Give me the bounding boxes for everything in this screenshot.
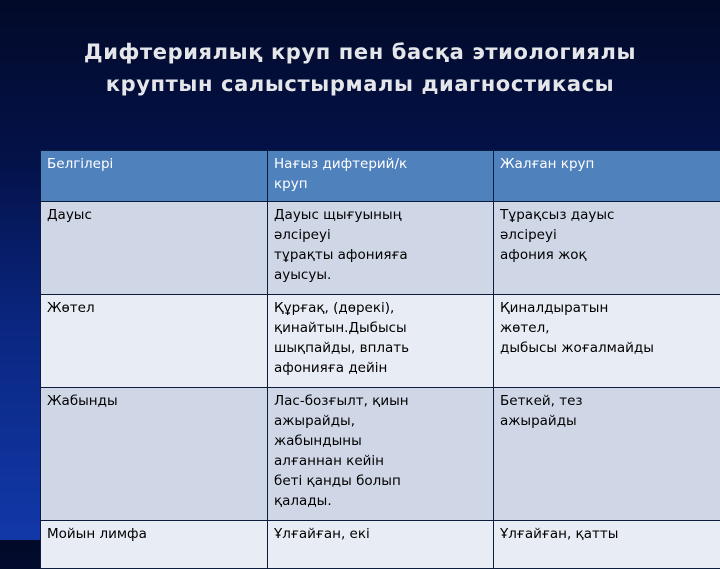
- cell-line: ажырайды: [500, 411, 714, 431]
- cell-line: Белгілері: [47, 154, 261, 174]
- cell-line: Нағыз дифтерий/к: [274, 154, 487, 174]
- false-croup-cell: [494, 202, 720, 295]
- cell-line: афонияға дейін: [274, 358, 487, 378]
- table-row: [41, 388, 720, 521]
- cell-line: Жалған круп: [500, 154, 714, 174]
- cell-line: Тұрақсыз дауыс: [500, 205, 714, 225]
- table-row: [41, 202, 720, 295]
- cell-line: Жөтел: [47, 298, 261, 318]
- true-croup-cell: [268, 202, 494, 295]
- slide-title: [0, 36, 720, 100]
- cell-line: ауысуы.: [274, 265, 487, 285]
- table-header-row: [41, 151, 720, 202]
- cell-line: Қиналдыратын: [500, 298, 714, 318]
- cell-line: әлсіреуі: [274, 225, 487, 245]
- true-croup-cell: [268, 295, 494, 388]
- header-cell-false-croup: [494, 151, 720, 202]
- true-croup-cell: [268, 521, 494, 569]
- cell-line: алғаннан кейін: [274, 451, 487, 471]
- cell-line: қалады.: [274, 491, 487, 511]
- cell-line: Ұлғайған, қатты: [500, 524, 714, 544]
- header-cell-true-diphtheria-croup: [268, 151, 494, 202]
- row-label-cell: [41, 521, 268, 569]
- cell-line: Дауыс щығуының: [274, 205, 487, 225]
- cell-line: круп: [274, 174, 487, 194]
- cell-line: Дауыс: [47, 205, 261, 225]
- false-croup-cell: [494, 521, 720, 569]
- table-row: [41, 295, 720, 388]
- slide-title-line-1: Дифтериялық круп пен басқа этиологиялы: [0, 36, 720, 68]
- cell-line: Беткей, тез: [500, 391, 714, 411]
- row-label-cell: [41, 202, 268, 295]
- cell-line: Ұлғайған, екі: [274, 524, 487, 544]
- cell-line: жабындыны: [274, 431, 487, 451]
- cell-line: жөтел,: [500, 318, 714, 338]
- header-cell-signs: [41, 151, 268, 202]
- cell-line: Құрғақ, (дөрекі),: [274, 298, 487, 318]
- row-label-cell: [41, 388, 268, 521]
- false-croup-cell: [494, 295, 720, 388]
- row-label-cell: [41, 295, 268, 388]
- cell-line: Мойын лимфа: [47, 524, 261, 544]
- cell-line: қинайтын.Дыбысы: [274, 318, 487, 338]
- slide-title-line-2: круптын салыстырмалы диагностикасы: [0, 68, 720, 100]
- table-row: [41, 521, 720, 569]
- cell-line: Жабынды: [47, 391, 261, 411]
- cell-line: әлсіреуі: [500, 225, 714, 245]
- comparison-table: [40, 150, 720, 569]
- cell-line: шықпайды, вплать: [274, 338, 487, 358]
- cell-line: дыбысы жоғалмайды: [500, 338, 714, 358]
- cell-line: тұрақты афонияға: [274, 245, 487, 265]
- cell-line: ажырайды,: [274, 411, 487, 431]
- false-croup-cell: [494, 388, 720, 521]
- cell-line: беті қанды болып: [274, 471, 487, 491]
- cell-line: Лас-бозғылт, қиын: [274, 391, 487, 411]
- cell-line: афония жоқ: [500, 245, 714, 265]
- true-croup-cell: [268, 388, 494, 521]
